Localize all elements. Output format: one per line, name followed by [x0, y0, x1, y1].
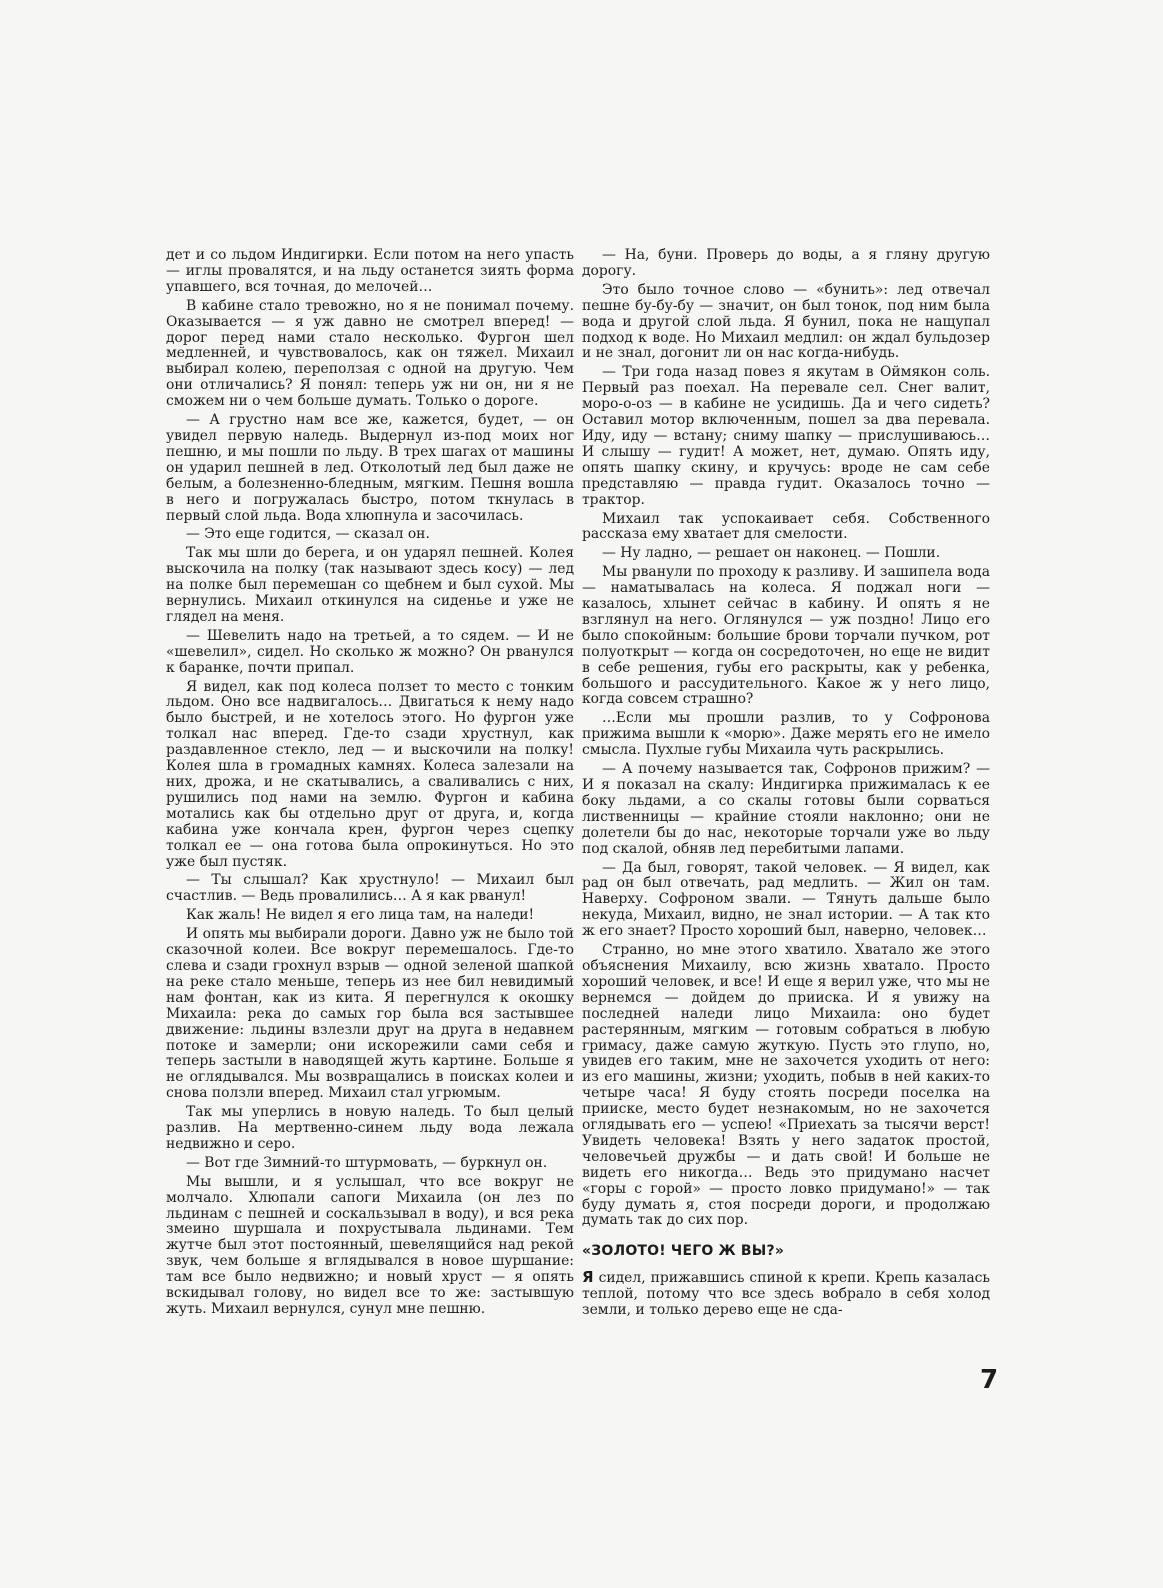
paragraph: Мы вышли, и я услышал, что все вокруг не молчало. Хлюпали сапоги Михаила (он лез по льдинам с пешней и соскальзывал в воду), и вся река змеино шуршала и похрустывала льдинами. Тем жутче был этот постоянный, шевелящийся над рекой звук, чем больше я вглядывался в новое шуршание: там все было недвижно; и новый хруст — я опять вскидывал голову, но видел все то же: застывшую жуть. Михаил вернулся, сунул мне пешню.	[166, 1173, 574, 1317]
paragraph: Так мы уперлись в новую наледь. То был целый разлив. На мертвенно-синем льду вода лежала недвижно и серо.	[166, 1104, 574, 1152]
paragraph: Я видел, как под колеса ползет то место с тонким льдом. Оно все надвигалось… Двигаться к нему надо было быстрей, и не хотелось этого. Но фургон уже толкал нас вперед. Где-то сзади хрустнул, как раздавленное стекло, лед — и выскочили на полку! Колея шла в громадных камнях. Колеса залезали на них, дрожа, и не скатывались, а сваливались с них, рушились под нами на землю. Фургон и кабина мотались как бы отдельно друг от друга, и, когда кабина уже кончала крен, фургон через сцепку толкал ее — она готова была опрокинуться. Но это уже был пустяк.	[166, 678, 574, 870]
paragraph: — Шевелить надо на третьей, а то сядем. — И не «шевелил», сидел. Но сколько ж можно? Он рванулся к баранке, почти припал.	[166, 627, 574, 676]
right-column	[582, 248, 990, 1322]
paragraph: Это было точное слово — «бунить»: лед отвечал пешне бу-бу-бу — значит, он был тонок, под ним была вода и другой слой льда. Я бунил, пока не нащупал подход к воде. Но Михаил медлил: он ждал бульдозер и не знал, догонит ли он нас когда-нибудь.	[582, 281, 990, 362]
paragraph: Так мы шли до берега, и он ударял пешней. Колея выскочила на полку (так называют здесь косу) — лед на полке был перемешан со щебнем и был сухой. Мы вернулись. Михаил откинулся на сиденье и уже не глядел на меня.	[166, 545, 574, 625]
paragraph: …Если мы прошли разлив, то у Софронова прижима вышли к «морю». Даже мерять его не имело смысла. Пухлые губы Михаила чуть раскрылись.	[582, 710, 990, 759]
paragraph: — На, буни. Проверь до воды, а я гляну другую дорогу.	[582, 247, 990, 279]
paragraph: — Ну ладно, — решает он наконец. — Пошли.	[602, 545, 941, 562]
section-lead-paragraph	[582, 1270, 990, 1319]
paragraph: — А почему называется так, Софронов прижим? — И я показал на скалу: Индигирка прижималась к ее боку льдами, а со скалы готовы были сорваться лиственницы — крайние стояли наклонно; они не долетели бы до нас, некоторые торчали уже во льду под скалой, обняв лед перебитыми лапами.	[582, 761, 990, 857]
paragraph: Как жаль! Не видел я его лица там, на наледи!	[186, 907, 535, 924]
paragraph: — Три года назад повез я якутам в Оймякон соль. Первый раз поехал. На перевале сел. Снег валит, моро-о-оз — в кабине не усидишь. Да и чего сидеть? Оставил мотор включенным, пошел за два перевала. Иду, иду — встану; сниму шапку — прислушиваюсь… И слышу — гудит! А может, нет, думаю. Опять иду, опять шапку скину, и кручусь: вроде не сам себе представляю — правда гудит. Оказалось точно — трактор.	[582, 364, 990, 508]
paragraph: — Ты слышал? Как хрустнуло! — Михаил был счастлив. — Ведь провалились… А я как рванул!	[166, 872, 574, 905]
paragraph: Странно, но мне этого хватило. Хватало же этого объяснения Михаилу, всю жизнь хватало. Просто хороший человек, и все! И еще я верил уже, что мы не вернемся — дойдем до прииска. И я увижу на последней наледи лицо Михаила: оно будет растерянным, мягким — готовым собраться в любую гримасу, даже самую жуткую. Пусть это глупо, но, увидев его таким, мне не захочется уходить от него: из его машины, жизни; уходить, побыв в ней каких-то четыре часа! Я буду стоять посреди поселка на прииске, место будет незнакомым, но не захочется оглядывать его — успею! «Приехать за тысячи верст! Увидеть человека! Взять у него задаток простой, человечьей дружбы — и дать свой! И больше не видеть его никогда… Ведь это придумано насчет «горы с горой» — просто ловко придумано!» — так буду думать я, стоя посреди дороги, и продолжаю думать так до сих пор.	[582, 942, 990, 1229]
paragraph: Мы рванули по проходу к разливу. И зашипела вода — наматывалась на колеса. Я поджал ноги — казалось, хлынет сейчас в кабину. И опять я не взглянул на него. Оглянулся — уж поздно! Лицо его было спокойным: большие брови торчали пучком, рот полуоткрыт — когда он сосредоточен, но еще не видит в себе решения, губы его раскрыты, как у ребенка, большого и рассудительного. Какое ж у него лицо, когда совсем страшно?	[582, 564, 990, 708]
paragraph: — Это еще годится, — сказал он.	[186, 526, 430, 543]
paragraph: — А грустно нам все же, кажется, будет, — он увидел первую наледь. Выдернул из-под моих ног пешню, и мы пошли по льду. В трех шагах от машины он ударил пешней в лед. Отколотый лед был даже не белым, а болезненно-бледным, мягким. Пешня вошла в него и погружалась быстро, потом ткнулась в первый слой льда. Вода хлюпнула и засочилась.	[166, 412, 574, 524]
section-heading: «ЗОЛОТО! ЧЕГО Ж ВЫ?»	[582, 1243, 785, 1260]
paragraph: И опять мы выбирали дороги. Давно уж не было той сказочной колеи. Все вокруг перемешалось. Где-то слева и сзади грохнул взрыв — одной зеленой шапкой на реке стало меньше, теперь из нее бил невидимый нам фонтан, как из кита. Я перегнулся к окошку Михаила: река до самых гор была вся застывшее движение: льдины взлезли друг на друга в недавнем потоке и замерли; они искорежили сами себя и теперь застыли в наводящей жуть картине. Больше я не оглядывался. Мы возвращались в поисках колеи и снова ползли вперед. Михаил стал угрюмым.	[166, 926, 574, 1102]
paragraph: — Вот где Зимний-то штурмовать, — буркнул он.	[186, 1154, 548, 1171]
paragraph: Михаил так успокаивает себя. Собственного рассказа ему хватает для смелости.	[582, 510, 990, 543]
lead-text: сидел, прижавшись спиной к крепи. Крепь казалась теплой, потому что все здесь вобрало в себя холод земли, и только дерево еще не сда-	[582, 1270, 990, 1319]
left-column	[166, 248, 574, 1321]
paragraph: дет и со льдом Индигирки. Если потом на него упасть — иглы провалятся, и на льду останется зиять форма упавшего, вся точная, до мелочей…	[166, 247, 574, 295]
paragraph: — Да был, говорят, такой человек. — Я видел, как рад он был отвечать, рад медлить. — Жил он там. Наверху. Софроном звали. — Тянуть дальше было некуда, Михаил, видно, не знал истории. — А так кто ж его знает? Просто хороший был, наверно, человек…	[582, 859, 990, 940]
page-number: 7	[980, 1365, 999, 1395]
lead-word: Я	[582, 1268, 594, 1287]
paragraph: В кабине стало тревожно, но я не понимал почему. Оказывается — я уж давно не смотрел вперед! — дорог перед нами стало несколько. Фургон шел медленней, и чувствовалось, как он тяжел. Михаил выбирал колею, переползая с одной на другую. Чем они отличались? Я понял: теперь уж ни он, ни я не сможем ни о чем больше думать. Только о дороге.	[166, 297, 574, 410]
